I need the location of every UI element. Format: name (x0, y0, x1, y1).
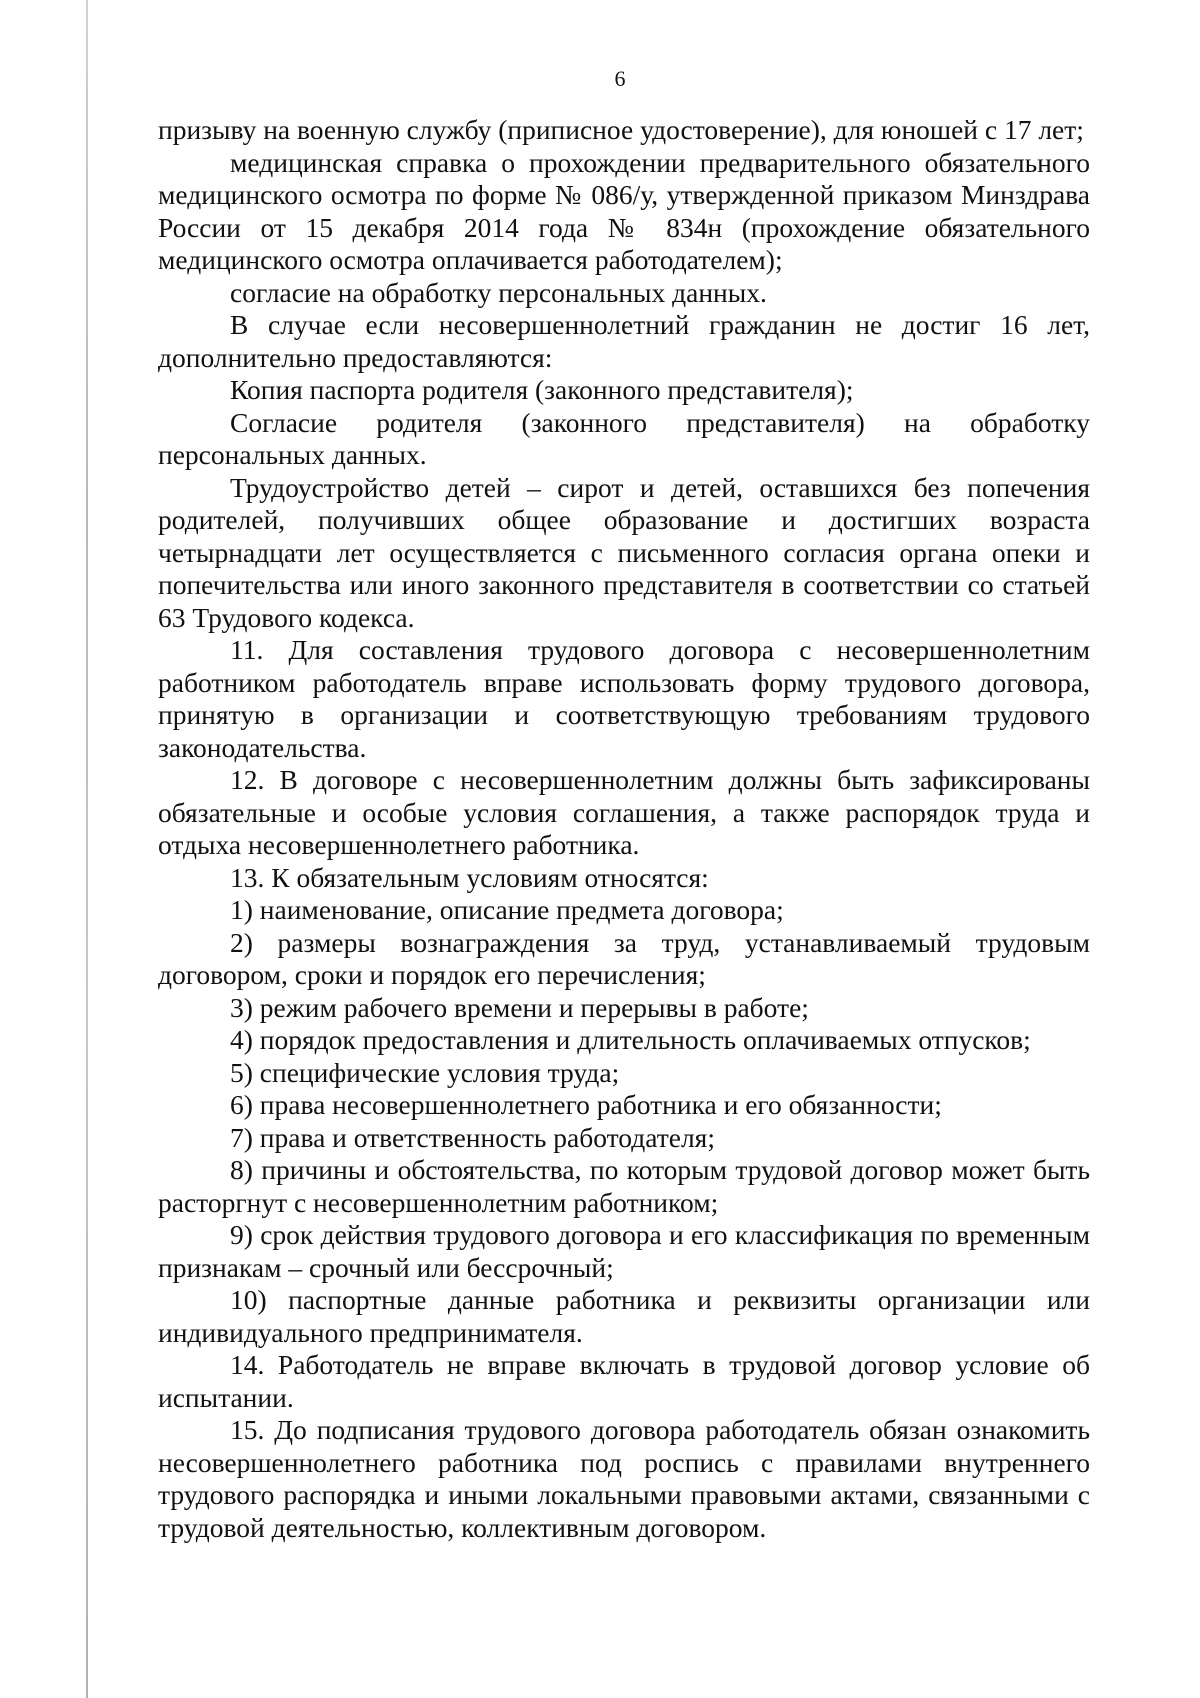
document-body (158, 114, 1090, 1544)
list-item-10: 10) паспортные данные работника и реквизиты организации или индивидуального предпринимателя. (158, 1284, 1090, 1348)
scan-edge-line (86, 0, 88, 1698)
list-item-3: 3) режим рабочего времени и перерывы в работе; (230, 991, 809, 1023)
clause-14: 14. Работодатель не вправе включать в трудовой договор условие об испытании. (158, 1349, 1090, 1413)
paragraph-continuation: призыву на военную службу (приписное удостоверение), для юношей с 17 лет; (158, 114, 1084, 145)
paragraph-parent-consent: Согласие родителя (законного представителя) на обработку персональных данных. (158, 406, 1090, 470)
list-item-4: 4) порядок предоставления и длительность оплачиваемых отпусков; (230, 1024, 1031, 1055)
clause-12: 12. В договоре с несовершеннолетним должны быть зафиксированы обязательные и особые условия соглашения, а также распорядок труда и отдыха несовершеннолетнего работника. (158, 764, 1090, 860)
paragraph-consent: согласие на обработку персональных данных. (230, 276, 767, 308)
paragraph-medical-certificate: медицинская справка о прохождении предварительного обязательного медицинского осмотра по форме № 086/у, утвержденной приказом Минздрава России от 15 декабря 2014 года № 834н (прохождение обязательного медицинского осмотра оплачивается работодателем); (158, 146, 1090, 275)
paragraph-orphans: Трудоустройство детей – сирот и детей, оставшихся без попечения родителей, получивших общее образование и достигших возраста четырнадцати лет осуществляется с письменного согласия органа опеки и попечительства или иного законного представителя в соответствии со статьей 63 Трудового кодекса. (158, 471, 1090, 633)
page-number: 6 (614, 66, 626, 91)
list-item-5: 5) специфические условия труда; (230, 1056, 620, 1088)
list-item-2: 2) размеры вознаграждения за труд, устанавливаемый трудовым договором, сроки и порядок его перечисления; (158, 926, 1090, 990)
clause-11: 11. Для составления трудового договора с несовершеннолетним работником работодатель вправе использовать форму трудового договора, принятую в организации и соответствующую требованиям трудового законодательства. (158, 634, 1090, 763)
clause-15: 15. До подписания трудового договора работодатель обязан ознакомить несовершеннолетнего работника под роспись с правилами внутреннего трудового распорядка и иными локальными правовыми актами, связанными с трудовой деятельностью, коллективным договором. (158, 1414, 1090, 1543)
list-item-6: 6) права несовершеннолетнего работника и его обязанности; (230, 1089, 942, 1120)
list-item-1: 1) наименование, описание предмета договора; (230, 894, 784, 925)
list-item-8: 8) причины и обстоятельства, по которым трудовой договор может быть расторгнут с несовершеннолетним работником; (158, 1154, 1090, 1218)
clause-13: 13. К обязательным условиям относятся: (230, 861, 709, 893)
list-item-9: 9) срок действия трудового договора и его классификация по временным признакам – срочный или бессрочный; (158, 1219, 1090, 1283)
list-item-7: 7) права и ответственность работодателя; (230, 1121, 715, 1153)
paragraph-under-16: В случае если несовершеннолетний гражданин не достиг 16 лет, дополнительно предоставляются: (158, 309, 1090, 373)
paragraph-parent-passport: Копия паспорта родителя (законного представителя); (230, 374, 854, 405)
